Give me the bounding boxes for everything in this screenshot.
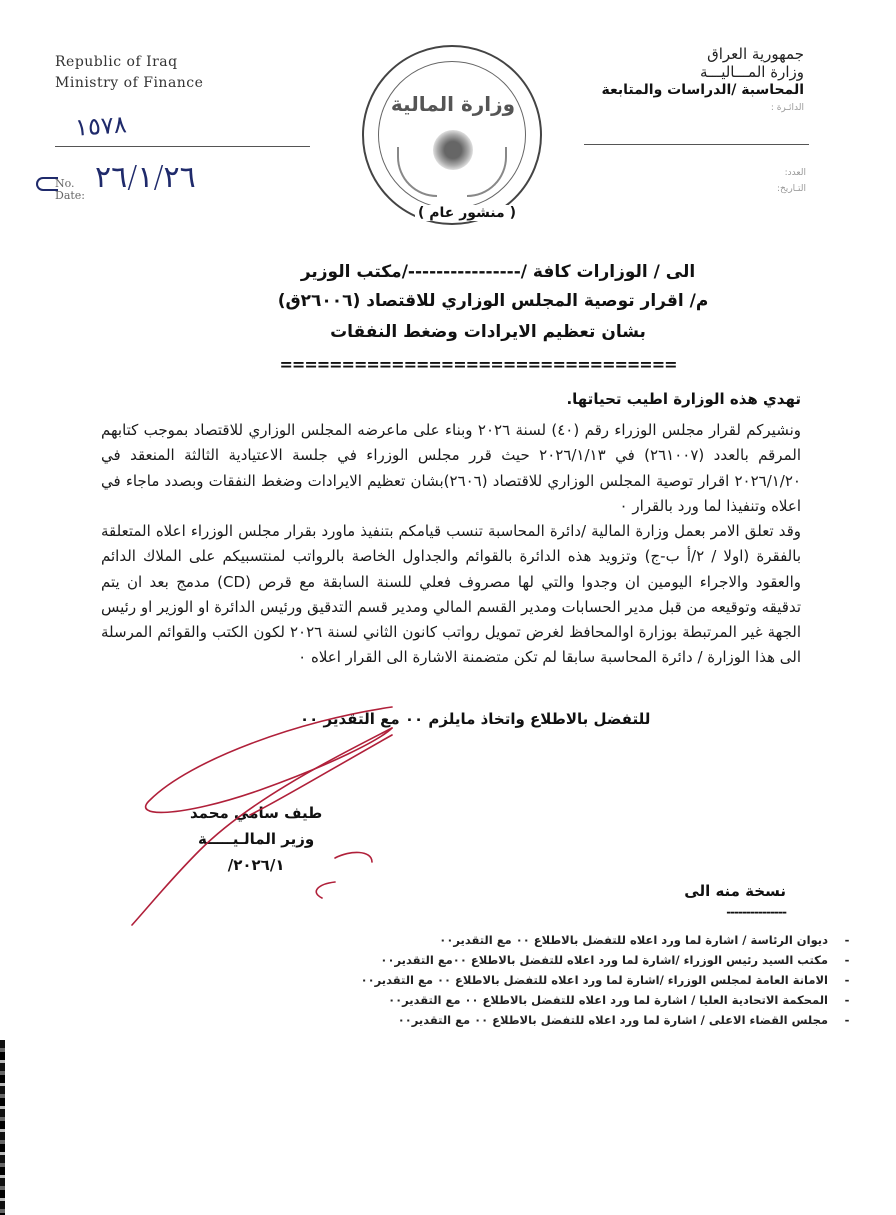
letterhead-english <box>55 52 203 94</box>
bullet-dash: - <box>844 973 850 987</box>
handwritten-date: ٢٦/١/٢٦ <box>95 160 196 195</box>
ministry-seal <box>362 45 542 225</box>
number-label-ar: العدد: <box>784 168 806 178</box>
subject-line: م/ اقرار توصية المجلس الوزاري للاقتصاد (٢٦٠٠٦ق) <box>277 291 709 311</box>
number-underline <box>55 146 310 147</box>
greeting: تهدي هذه الوزارة اطيب تحياتها. <box>566 390 801 408</box>
copy-recipient: مجلس القضاء الاعلى / اشارة لما ورد اعلاه للتفضل بالاطلاع ٠٠ مع التقدير٠٠ <box>397 1013 828 1027</box>
letterhead-arabic <box>602 45 804 117</box>
ministry-name-ar: وزارة المـــاليـــة <box>699 63 804 81</box>
date-label: Date: <box>55 189 86 202</box>
department-label: الدائـرة : <box>770 103 804 113</box>
copy-to-title: نسخة منه الى <box>684 882 786 900</box>
seal-calligraphy: وزارة المالية <box>390 92 516 116</box>
country-name-ar: جمهورية العراق <box>707 45 804 63</box>
list-item <box>361 1010 852 1030</box>
addressee-line: الى / الوزارات كافة /----------------/مكتب الوزير <box>300 262 696 282</box>
bullet-dash: - <box>844 993 850 1007</box>
department-name: المحاسبة /الدراسات والمتابعة <box>601 82 804 98</box>
list-item <box>361 970 852 990</box>
signature-block <box>190 800 322 878</box>
body-paragraph-2: وقد تعلق الامر بعمل وزارة المالية /دائرة المحاسبة تنسب قيامكم بتنفيذ ماورد بقرار مجلس الوزراء اعلاه المتعلقة بالفقرة (اولا / ٢/أ ب-ج) وتزويد هذه الدائرة بالقوائم والجداول الخاصة بالرواتب لمنتسبيكم على الملاك الدائم والعقود والاجراء اليومين ان وجدوا والتي لها مصروف فعلي للسنة السابقة مع قرص (CD) مدمج بعد ان يتم تدقيقه وتوقيعه من قبل مدير الحسابات ومدير القسم المالي ومدير قسم التدقيق ورئيس الدائرة او الوزير او رئيس الجهة غير المرتبطة بوزارة اوالمحافظ لغرض تمويل رواتب كانون الثاني لسنة ٢٠٢٦ لكون الكتب والقوائم المرسلة الى هذا الوزارة / دائرة المحاسبة سابقا لم تكن متضمنة الاشارة الى القرار اعلاه ٠ <box>101 522 802 667</box>
closing-line: للتفضل بالاطلاع واتخاذ مايلزم ٠٠ مع التقدير ٠٠ <box>300 710 651 728</box>
list-item <box>361 990 852 1010</box>
palm-branch-icon <box>397 147 437 197</box>
copy-to-underline: --------------- <box>726 905 786 919</box>
copy-to-list <box>361 930 852 1030</box>
bullet-dash: - <box>844 953 850 967</box>
copy-recipient: المحكمة الاتحادية العليا / اشارة لما ورد اعلاه للتفضل بالاطلاع ٠٠ مع التقدير٠٠ <box>388 993 828 1007</box>
no-label: No. <box>55 177 75 190</box>
palm-branch-icon <box>467 147 507 197</box>
copy-recipient: مكتب السيد رئيس الوزراء /اشارة لما ورد اعلاه للتفضل بالاطلاع ٠٠مع التقدير٠٠ <box>380 953 828 967</box>
body-paragraph-1: ونشيركم لقرار مجلس الوزراء رقم (٤٠) لسنة ٢٠٢٦ وبناء على ماعرضه المجلس الوزاري للاقتصاد بموجب كتابهم المرقم بالعدد (٢٦١٠٠٧) في ٢٠٢٦/١/١٣ حيث قرر مجلس الوزراء في جلسة الاعتيادية الثالثة المنعقد في ٢٠٢٦/١/٢٠ اقرار توصية المجلس الوزاري للاقتصاد (٢٦٠٦)بشان تعظيم الايرادات وضغط النفقات وبصدد ماجاء في اعلاه وتنفيذا لما ورد بالقرار ٠ <box>101 421 801 515</box>
country-name-en: Republic of Iraq <box>55 54 178 70</box>
list-item <box>361 950 852 970</box>
signatory-title: وزير المالـيـــــة <box>198 830 315 848</box>
handwritten-document-number: ١٥٧٨ <box>74 110 128 142</box>
seal-inner-ring <box>378 61 526 209</box>
bullet-dash: - <box>844 933 850 947</box>
signatory-name: طيف سامي محمد <box>190 804 323 822</box>
list-item <box>361 930 852 950</box>
no-date-labels <box>55 178 85 202</box>
bullet-dash: - <box>844 1013 850 1027</box>
signature-date: ٢٠٢٦/١/ <box>227 856 285 874</box>
circular-type-label: ( منشور عام ) <box>415 205 519 221</box>
copy-recipient: الامانة العامة لمجلس الوزراء /اشارة لما ورد اعلاه للتفضل بالاطلاع ٠٠ مع التقدير٠٠ <box>360 973 828 987</box>
separator-line: ================================ <box>279 355 677 374</box>
subject-line-2: بشان تعظيم الايرادات وضغط النفقات <box>330 322 646 342</box>
header-divider <box>584 144 809 145</box>
copy-recipient: ديوان الرئاسة / اشارة لما ورد اعلاه للتفضل بالاطلاع ٠٠ مع التقدير٠٠ <box>439 933 828 947</box>
date-label-ar: التـاريخ: <box>776 184 806 194</box>
ministry-name-en: Ministry of Finance <box>55 75 204 91</box>
scan-edge-artifact <box>0 1040 5 1215</box>
